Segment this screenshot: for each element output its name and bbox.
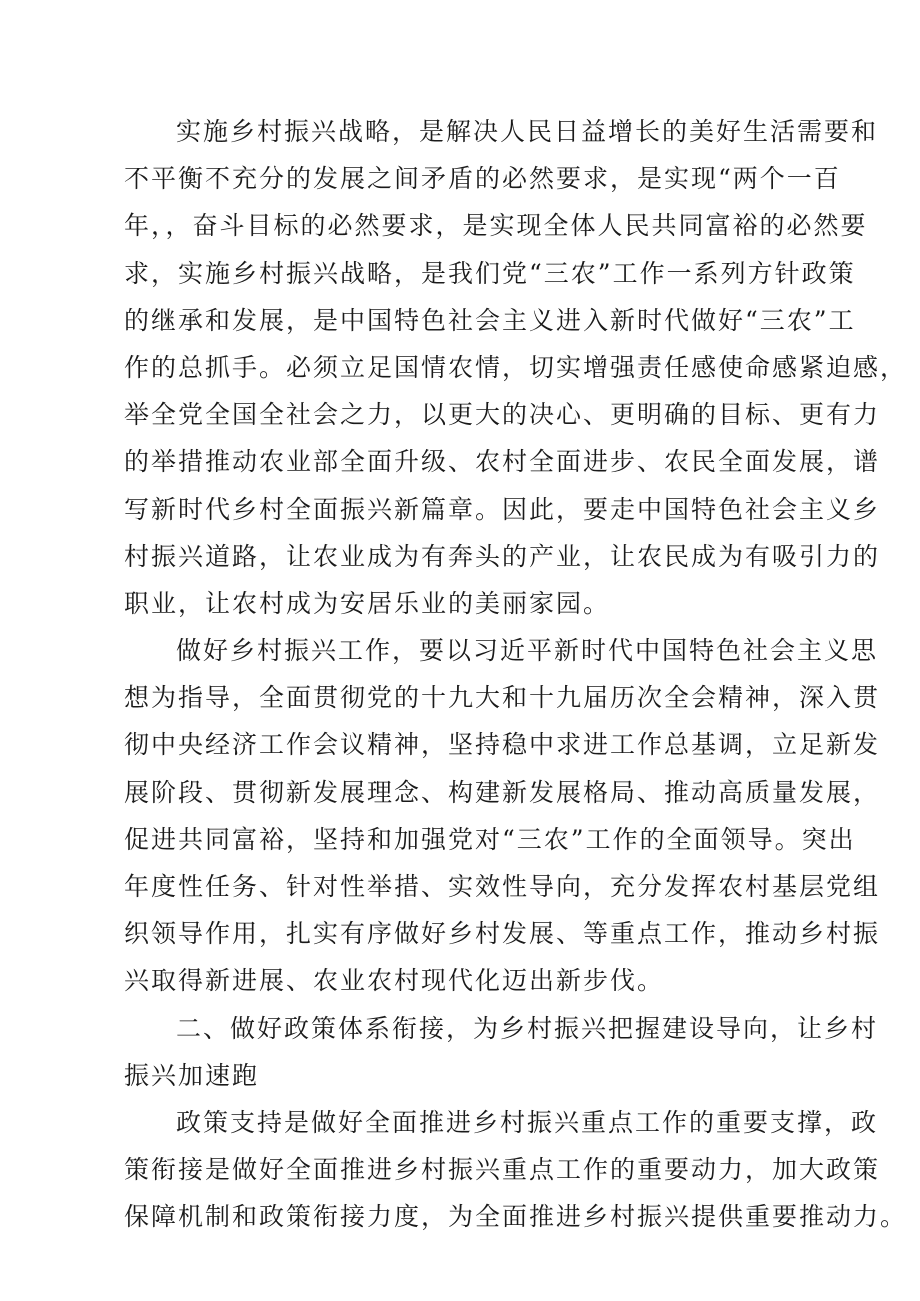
paragraph-2-line-2: 想为指导，全面贯彻党的十九大和十九届历次全会精神，深入贯 bbox=[124, 683, 881, 713]
paragraph-2-line-6: 年度性任务、针对性举措、实效性导向，充分发挥农村基层党组 bbox=[124, 872, 881, 901]
paragraph-1-line-4: 求，实施乡村振兴战略，是我们党“三农”工作一系列方针政策 bbox=[124, 258, 856, 288]
paragraph-1-line-7: 举全党全国全社会之力，以更大的决心、更明确的目标、更有力 bbox=[124, 400, 881, 430]
paragraph-1-line-3: 年，，奋斗目标的必然要求，是实现全体人民共同富裕的必然要 bbox=[124, 211, 868, 241]
paragraph-3-line-3: 保障机制和政策衔接力度，为全面推进乡村振兴提供重要推动力。 bbox=[124, 1202, 908, 1232]
paragraph-2-line-8: 兴取得新进展、农业农村现代化迈出新步伐。 bbox=[124, 966, 665, 996]
paragraph-1-line-9: 写新时代乡村全面振兴新篇章。因此，要走中国特色社会主义乡 bbox=[124, 494, 881, 524]
paragraph-2-line-7: 织领导作用，扎实有序做好乡村发展、等重点工作，推动乡村振 bbox=[124, 919, 881, 949]
section-heading-line-2: 振兴加速跑 bbox=[124, 1060, 260, 1090]
paragraph-1-line-6: 作的总抓手。必须立足国情农情，切实增强责任感使命感紧迫感， bbox=[124, 352, 908, 382]
paragraph-1-line-1: 实施乡村振兴战略，是解决人民日益增长的美好生活需要和 bbox=[176, 117, 879, 146]
paragraph-3-line-2: 策衔接是做好全面推进乡村振兴重点工作的重要动力，加大政策 bbox=[124, 1155, 881, 1185]
paragraph-1-line-5: 的继承和发展，是中国特色社会主义进入新时代做好“三农”工 bbox=[124, 305, 856, 335]
paragraph-1-line-11: 职业，让农村成为安居乐业的美丽家园。 bbox=[124, 588, 611, 618]
paragraph-2-line-4: 展阶段、贯彻新发展理念、构建新发展格局、推动高质量发展， bbox=[124, 777, 881, 807]
section-heading-line-1: 二、做好政策体系衔接，为乡村振兴把握建设导向，让乡村 bbox=[176, 1013, 879, 1043]
paragraph-1-line-10: 村振兴道路，让农业成为有奔头的产业，让农民成为有吸引力的 bbox=[124, 541, 881, 571]
paragraph-2-line-3: 彻中央经济工作会议精神，坚持稳中求进工作总基调，立足新发 bbox=[124, 730, 881, 760]
document-body bbox=[124, 108, 908, 1241]
paragraph-1-line-8: 的举措推动农业部全面升级、农村全面进步、农民全面发展，谱 bbox=[124, 447, 881, 477]
paragraph-2-line-1: 做好乡村振兴工作，要以习近平新时代中国特色社会主义思 bbox=[176, 636, 879, 666]
paragraph-1-line-2: 不平衡不充分的发展之间矛盾的必然要求，是实现“两个一百 bbox=[124, 164, 841, 194]
paragraph-3-line-1: 政策支持是做好全面推进乡村振兴重点工作的重要支撑，政 bbox=[176, 1107, 879, 1137]
paragraph-2-line-5: 促进共同富裕，坚持和加强党对“三农”工作的全面领导。突出 bbox=[124, 824, 856, 854]
